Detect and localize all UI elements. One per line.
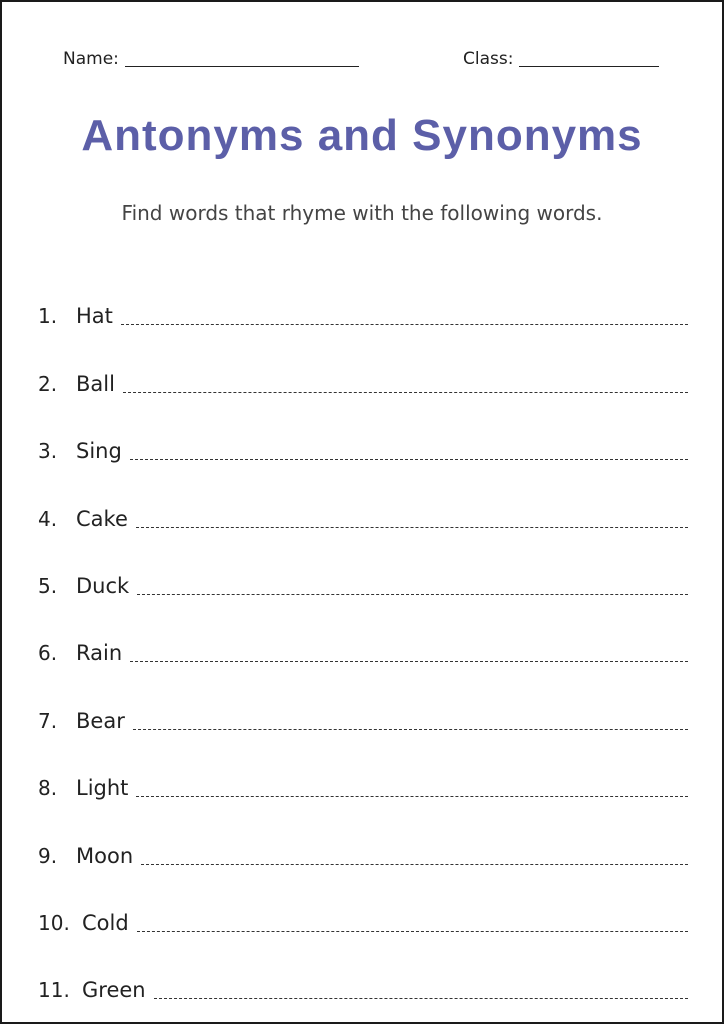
question-list (38, 264, 688, 1005)
answer-line[interactable] (136, 796, 688, 797)
question-item (38, 534, 688, 601)
class-field (463, 49, 659, 69)
answer-line[interactable] (123, 392, 688, 393)
question-word: Green (82, 978, 146, 1003)
question-word: Cold (82, 910, 129, 935)
question-number: 8. (38, 776, 58, 801)
page-title: Antonyms and Synonyms (81, 111, 643, 160)
name-label: Name: (63, 49, 119, 69)
question-word: Hat (76, 304, 113, 329)
answer-line[interactable] (121, 324, 688, 325)
answer-line[interactable] (130, 661, 688, 662)
question-word: Sing (76, 439, 122, 464)
question-item (38, 601, 688, 668)
question-item (38, 938, 688, 1005)
answer-line[interactable] (137, 594, 688, 595)
question-item (38, 399, 688, 466)
name-input-line[interactable] (125, 66, 359, 67)
question-number: 10. (38, 910, 70, 935)
question-number: 1. (38, 304, 58, 329)
question-number: 11. (38, 978, 70, 1003)
answer-line[interactable] (130, 459, 688, 460)
question-word: Ball (76, 371, 115, 396)
answer-line[interactable] (133, 729, 688, 730)
answer-line[interactable] (137, 931, 688, 932)
question-number: 5. (38, 573, 58, 598)
question-item (38, 264, 688, 331)
question-item (38, 736, 688, 803)
question-number: 2. (38, 371, 58, 396)
question-word: Duck (76, 573, 130, 598)
question-word: Rain (76, 641, 123, 666)
question-item (38, 466, 688, 533)
question-word: Light (76, 776, 129, 801)
question-number: 6. (38, 641, 58, 666)
question-number: 9. (38, 843, 58, 868)
question-word: Moon (76, 843, 134, 868)
question-number: 3. (38, 439, 58, 464)
instructions-text: Find words that rhyme with the following words. (121, 201, 603, 225)
question-number: 7. (38, 708, 58, 733)
answer-line[interactable] (154, 998, 688, 999)
question-number: 4. (38, 506, 58, 531)
class-label: Class: (463, 49, 514, 69)
answer-line[interactable] (136, 527, 688, 528)
question-word: Bear (76, 708, 125, 733)
question-item (38, 331, 688, 398)
name-field (63, 49, 359, 69)
question-item (38, 668, 688, 735)
question-item (38, 871, 688, 938)
question-item (38, 803, 688, 870)
class-input-line[interactable] (519, 66, 659, 67)
answer-line[interactable] (141, 864, 688, 865)
question-word: Cake (76, 506, 128, 531)
